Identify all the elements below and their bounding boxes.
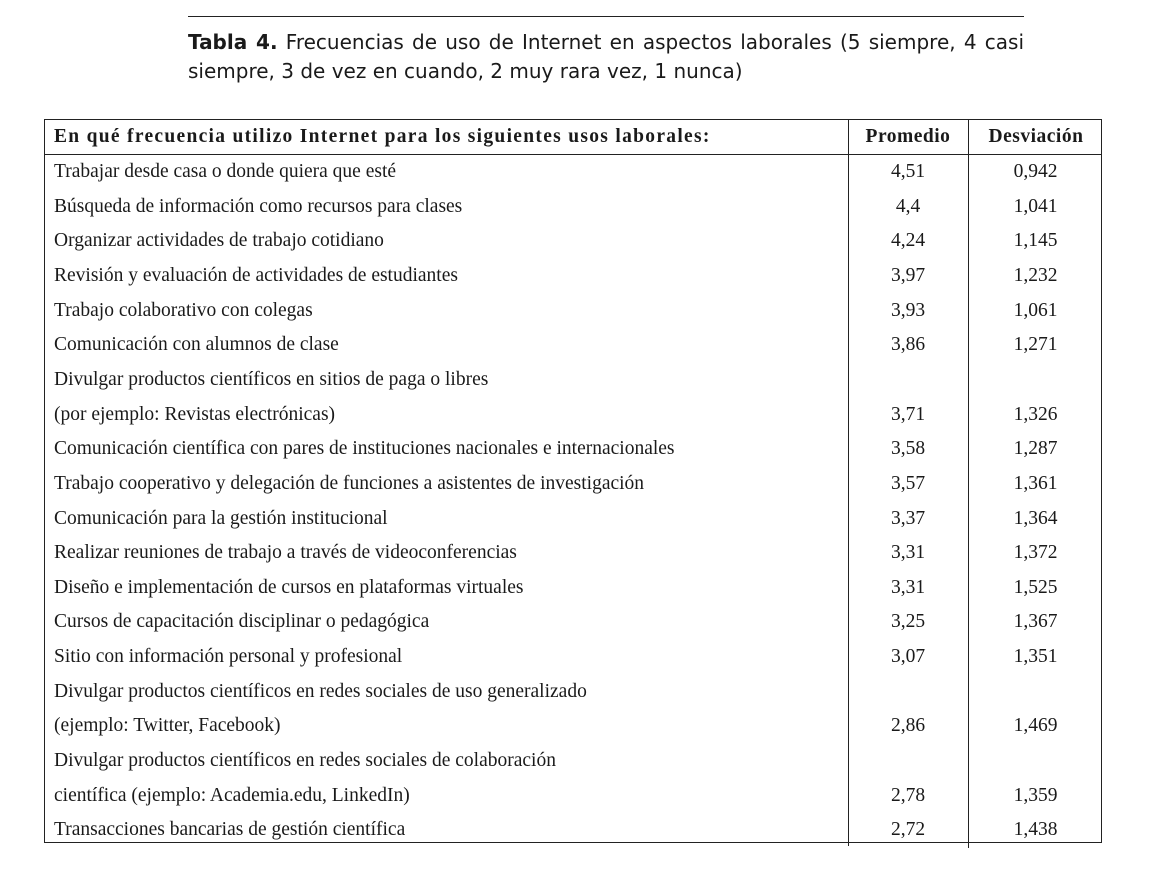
row-deviation: 1,361 (1013, 472, 1058, 494)
row-mean: 3,71 (890, 403, 926, 425)
caption-label: Tabla 4. (188, 30, 278, 54)
row-label: Realizar reuniones de trabajo a través de videoconferencias (54, 542, 517, 564)
header-deviation: Desviación (988, 126, 1084, 147)
table-row (45, 605, 1101, 640)
row-mean: 3,25 (890, 611, 926, 633)
frequency-table (44, 119, 1102, 843)
caption-top-rule (188, 16, 1024, 17)
row-label: Diseño e implementación de cursos en plataformas virtuales (54, 576, 524, 598)
row-mean: 3,86 (890, 334, 926, 356)
table-row (45, 294, 1101, 329)
table-row (45, 536, 1101, 571)
row-deviation: 0,942 (1013, 161, 1058, 182)
row-mean: 4,51 (890, 161, 926, 182)
table-bottom-rule (44, 842, 1102, 843)
table-row (45, 467, 1101, 502)
row-label: Revisión y evaluación de actividades de estudiantes (54, 264, 458, 286)
row-mean: 3,97 (890, 264, 926, 286)
table-row (45, 224, 1101, 259)
row-label: Comunicación para la gestión institucional (54, 507, 388, 529)
row-mean: 4,24 (890, 230, 926, 252)
row-label: Cursos de capacitación disciplinar o pedagógica (54, 611, 430, 633)
row-deviation: 1,364 (1013, 507, 1058, 529)
table-row (45, 744, 1101, 779)
row-deviation: 1,041 (1013, 195, 1058, 217)
table-row (45, 502, 1101, 537)
row-deviation: 1,271 (1013, 334, 1058, 356)
row-deviation: 1,359 (1013, 784, 1058, 806)
row-label: científica (ejemplo: Academia.edu, LinkedIn) (54, 784, 410, 806)
row-label: Divulgar productos científicos en sitios de paga o libres (54, 368, 489, 390)
row-label: (ejemplo: Twitter, Facebook) (54, 715, 281, 737)
row-mean: 3,93 (890, 299, 926, 321)
row-mean: 3,58 (890, 438, 926, 460)
table-row (45, 675, 1101, 710)
table-caption (188, 28, 1024, 86)
header-mean: Promedio (865, 126, 951, 147)
row-deviation: 1,438 (1013, 819, 1058, 841)
row-label: Divulgar productos científicos en redes sociales de colaboración (54, 750, 556, 772)
table-row (45, 259, 1101, 294)
table-row (45, 571, 1101, 606)
row-deviation: 1,469 (1013, 715, 1058, 737)
row-mean: 2,72 (890, 819, 926, 841)
table-row (45, 190, 1101, 225)
row-label: Organizar actividades de trabajo cotidiano (54, 230, 384, 252)
row-mean: 3,07 (890, 646, 926, 668)
row-deviation: 1,351 (1013, 646, 1058, 668)
row-label: (por ejemplo: Revistas electrónicas) (54, 403, 336, 425)
row-mean: 3,31 (890, 576, 926, 598)
row-deviation: 1,326 (1013, 403, 1058, 425)
row-label: Transacciones bancarias de gestión científica (54, 819, 406, 841)
table-row (45, 640, 1101, 675)
table-row (45, 328, 1101, 363)
row-deviation: 1,525 (1013, 576, 1058, 598)
row-mean: 3,57 (890, 472, 926, 494)
caption-text: Frecuencias de uso de Internet en aspectos laborales (5 siempre, 4 casi siempre, 3 de vez en cuando, 2 muy rara vez, 1 nunca) (188, 30, 1024, 83)
table-row (45, 432, 1101, 467)
row-mean: 2,86 (890, 715, 926, 737)
header-usage: En qué frecuencia utilizo Internet para los siguientes usos laborales: (54, 126, 711, 147)
table-row (45, 363, 1101, 398)
row-label: Trabajo colaborativo con colegas (54, 299, 313, 321)
row-deviation: 1,145 (1013, 230, 1058, 252)
row-deviation: 1,372 (1013, 542, 1058, 564)
row-label: Comunicación científica con pares de instituciones nacionales e internacionales (54, 438, 675, 460)
row-label: Trabajar desde casa o donde quiera que esté (54, 161, 397, 182)
row-deviation: 1,232 (1013, 264, 1058, 286)
row-label: Trabajo cooperativo y delegación de funciones a asistentes de investigación (54, 472, 645, 494)
table-row (45, 779, 1101, 814)
row-deviation: 1,367 (1013, 611, 1058, 633)
row-mean: 3,37 (890, 507, 926, 529)
row-label: Sitio con información personal y profesional (54, 646, 403, 668)
row-mean: 2,78 (890, 784, 926, 806)
row-mean: 4,4 (895, 195, 921, 217)
table-row (45, 155, 1101, 190)
row-label: Comunicación con alumnos de clase (54, 334, 339, 356)
row-label: Divulgar productos científicos en redes sociales de uso generalizado (54, 680, 587, 702)
table-row (45, 709, 1101, 744)
table-row (45, 398, 1101, 433)
row-label: Búsqueda de información como recursos para clases (54, 195, 463, 217)
row-deviation: 1,287 (1013, 438, 1058, 460)
row-mean: 3,31 (890, 542, 926, 564)
row-deviation: 1,061 (1013, 299, 1058, 321)
